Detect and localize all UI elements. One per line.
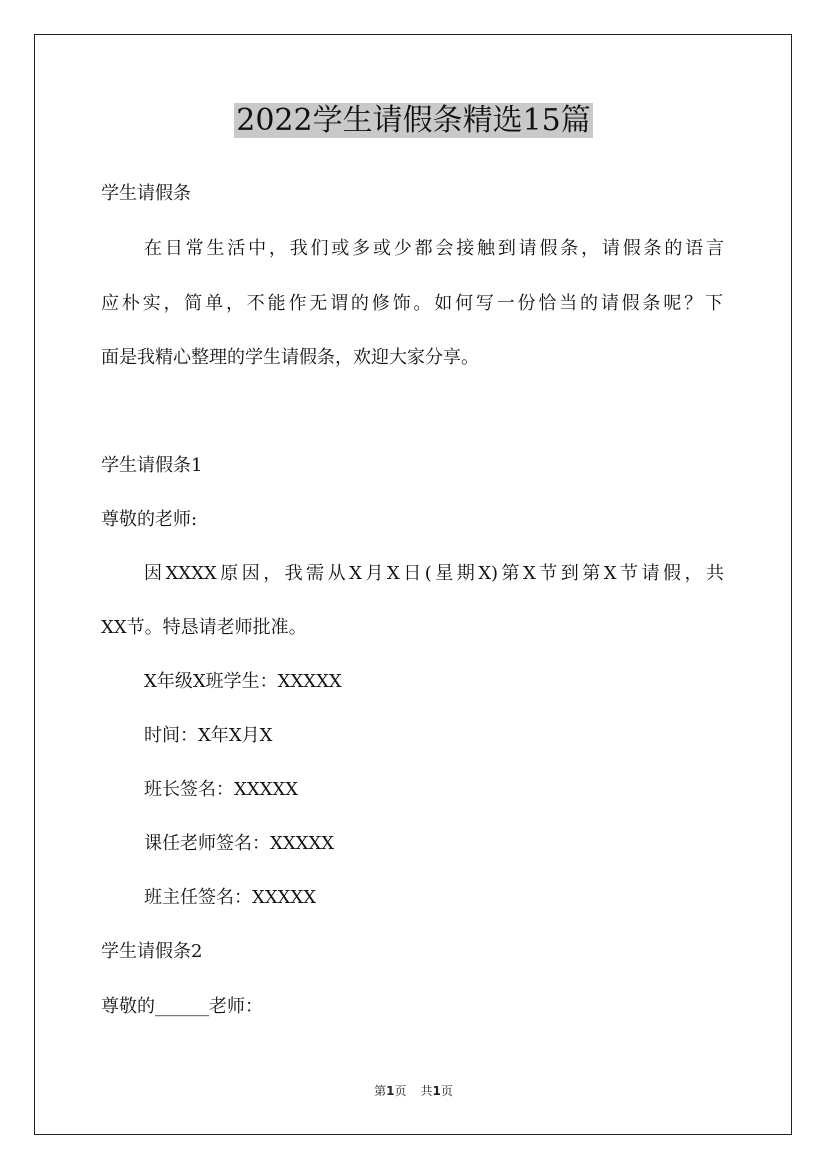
note1-student: X年级X班学生：XXXXX [144, 671, 342, 692]
footer-total-number: 1 [432, 1084, 441, 1098]
note1-teacher-signature: 课任老师签名：XXXXX [144, 833, 335, 854]
intro-line-1: 在日常生活中，我们或多或少都会接触到请假条，请假条的语言 [144, 238, 724, 259]
page-footer [0, 1082, 827, 1100]
intro-line-2: 应朴实，简单，不能作无谓的修饰。如何写一份恰当的请假条呢？下 [101, 293, 723, 314]
section-heading: 学生请假条 [101, 183, 191, 204]
note1-monitor-signature: 班长签名：XXXXX [144, 779, 299, 800]
note2-heading: 学生请假条2 [101, 941, 203, 962]
footer-total-prefix: 共 [420, 1084, 433, 1098]
footer-page-prefix: 第 [374, 1084, 387, 1098]
note2-salutation: 尊敬的______老师： [101, 996, 263, 1017]
note1-heading: 学生请假条1 [101, 455, 203, 476]
note1-body-line-2: XX节。特恳请老师批准。 [101, 617, 307, 638]
note1-salutation: 尊敬的老师: [101, 509, 198, 530]
document-title-text: 2022学生请假条精选15篇 [236, 103, 591, 138]
footer-page-suffix: 页 [394, 1084, 407, 1098]
footer-total-suffix: 页 [440, 1084, 453, 1098]
intro-line-3: 面是我精心整理的学生请假条，欢迎大家分享。 [101, 347, 479, 368]
note1-head-teacher-signature: 班主任签名：XXXXX [144, 887, 317, 908]
footer-page-number: 1 [386, 1084, 395, 1098]
document-title [0, 98, 827, 144]
note1-body-line-1: 因XXXX原因，我需从X月X日(星期X)第X节到第X节请假，共 [144, 563, 724, 584]
note1-date: 时间：X年X月X [144, 725, 273, 746]
